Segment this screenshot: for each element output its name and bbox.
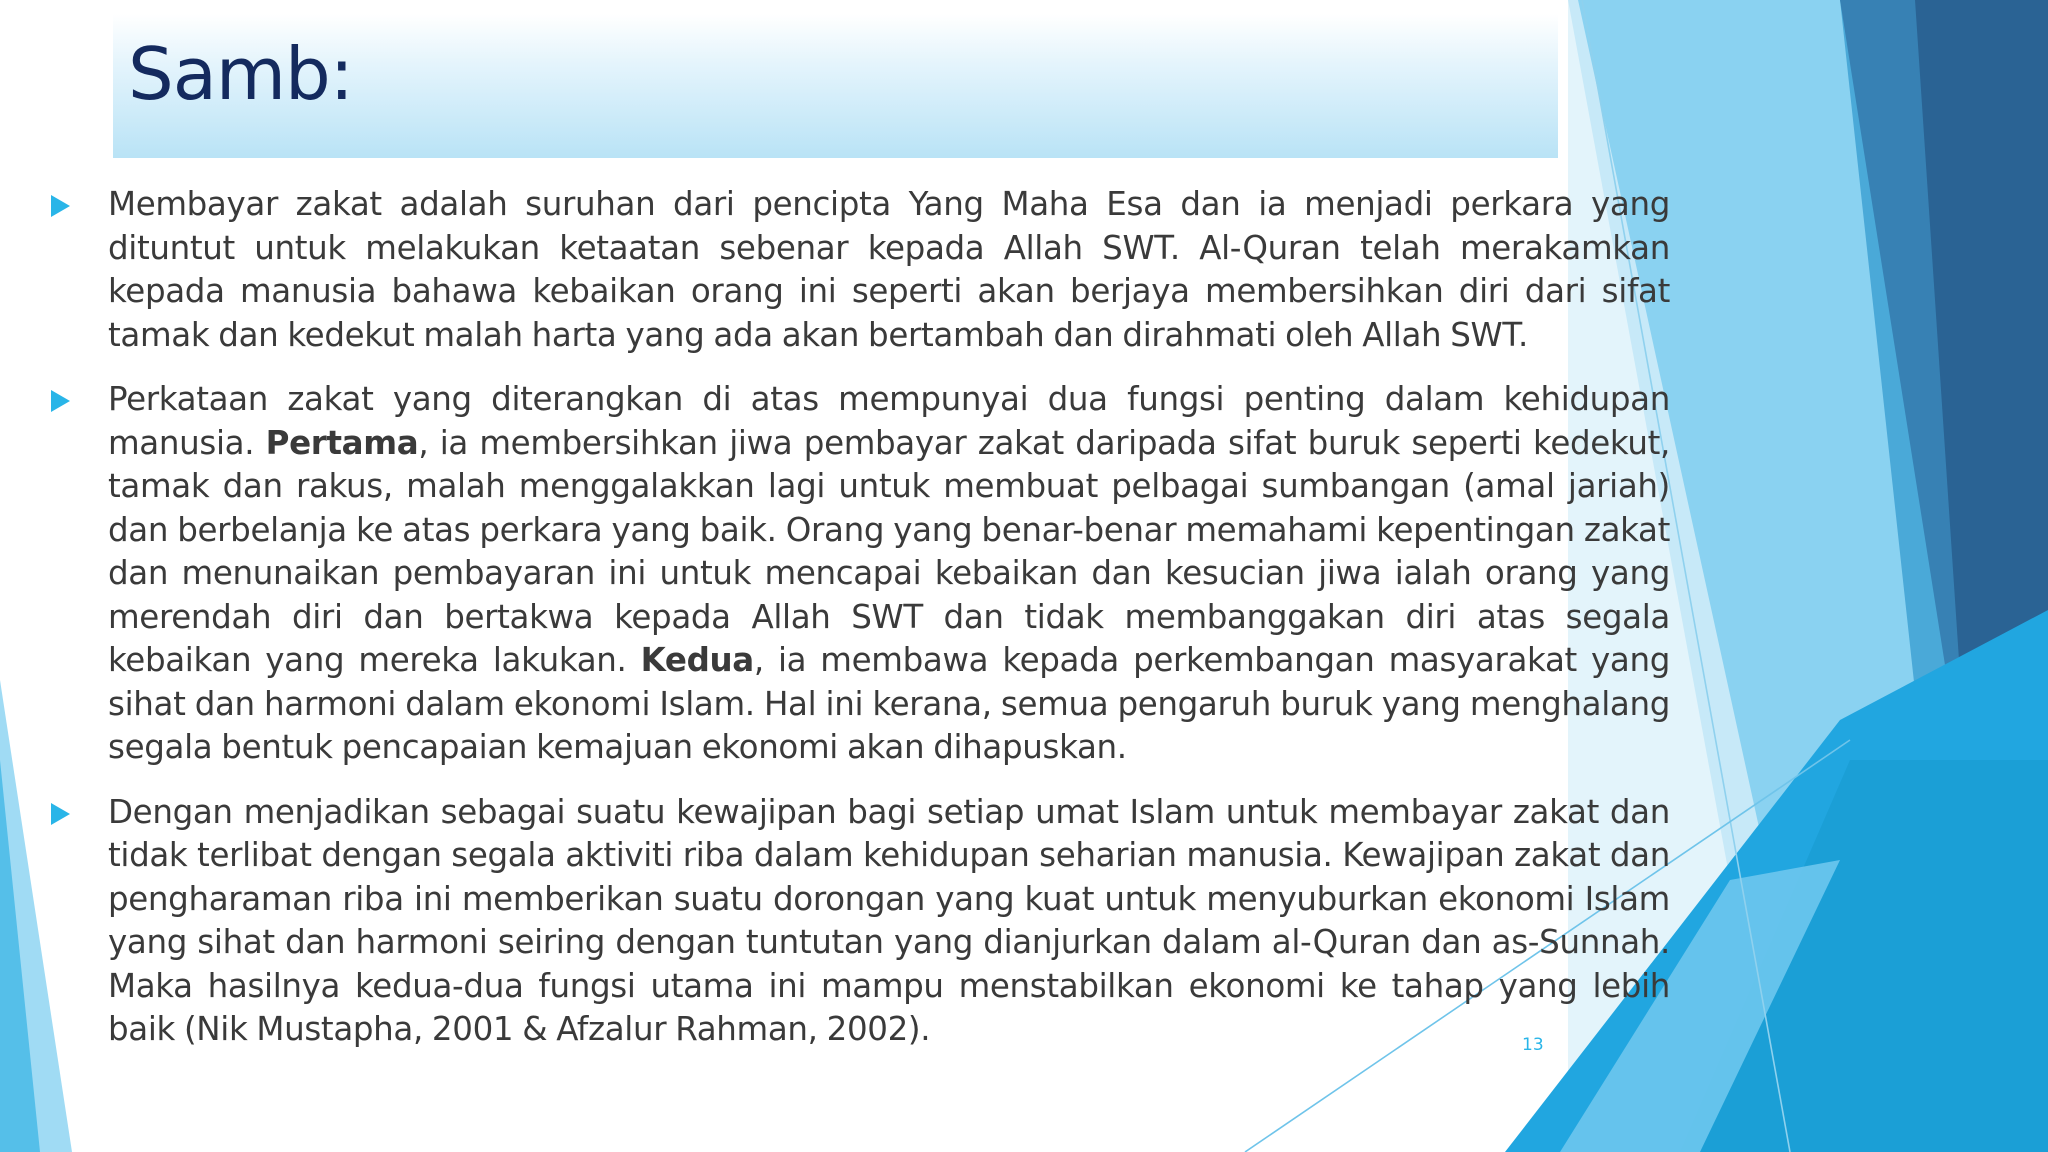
bullet-text-run: Perkataan zakat yang diterangkan di atas mempunyai dua fungsi penting dalam kehidupan manusia. <box>108 380 1670 462</box>
bullet-item <box>50 378 1670 770</box>
bullet-text-run: , ia membersihkan jiwa pembayar zakat daripada sifat buruk seperti kedekut, tamak dan rakus, malah menggalakkan lagi untuk membuat pelbagai sumbangan (amal jariah) dan berbelanja ke atas perkara yang baik. Orang yang benar-benar memahami kepentingan zakat dan menunaikan pembayaran ini untuk mencapai kebaikan dan kesucian jiwa ialah orang yang merendah diri dan bertakwa kepada Allah SWT dan tidak membanggakan diri atas segala kebaikan yang mereka lakukan. <box>108 423 1670 679</box>
bullet-item <box>50 791 1670 1052</box>
bullet-text <box>108 183 1670 357</box>
triangle-bullet-icon <box>51 803 70 825</box>
triangle-bullet-icon <box>51 390 70 412</box>
bullet-text-bold: Pertama <box>265 423 419 462</box>
bullet-text-bold: Kedua <box>640 641 754 679</box>
bullet-text <box>108 791 1670 1052</box>
slide-title: Samb: <box>128 32 353 116</box>
bullet-text-run: , ia membawa kepada perkembangan masyarakat yang sihat dan harmoni dalam ekonomi Islam. Hal ini kerana, semua pengaruh buruk yang menghalang segala bentuk pencapaian kemajuan ekonomi akan dihapuskan. <box>108 641 1670 766</box>
bullet-list <box>50 183 1670 1073</box>
bullet-item <box>50 183 1670 357</box>
triangle-bullet-icon <box>51 195 70 217</box>
bullet-text-run: Membayar zakat adalah suruhan dari pencipta Yang Maha Esa dan ia menjadi perkara yang dituntut untuk melakukan ketaatan sebenar kepada Allah SWT. Al-Quran telah merakamkan kepada manusia bahawa kebaikan orang ini seperti akan berjaya membersihkan diri dari sifat tamak dan kedekut malah harta yang ada akan bertambah dan dirahmati oleh Allah SWT. <box>108 185 1670 354</box>
page-number: 13 <box>1522 1035 1544 1055</box>
bullet-text <box>108 378 1670 770</box>
bullet-text-run: Dengan menjadikan sebagai suatu kewajipan bagi setiap umat Islam untuk membayar zakat dan tidak terlibat dengan segala aktiviti riba dalam kehidupan seharian manusia. Kewajipan zakat dan pengharaman riba ini memberikan suatu dorongan yang kuat untuk menyuburkan ekonomi Islam yang sihat dan harmoni seiring dengan tuntutan yang dianjurkan dalam al-Quran dan as-Sunnah. Maka hasilnya kedua-dua fungsi utama ini mampu menstabilkan ekonomi ke tahap yang lebih baik (Nik Mustapha, 2001 & Afzalur Rahman, 2002). <box>108 792 1670 1048</box>
